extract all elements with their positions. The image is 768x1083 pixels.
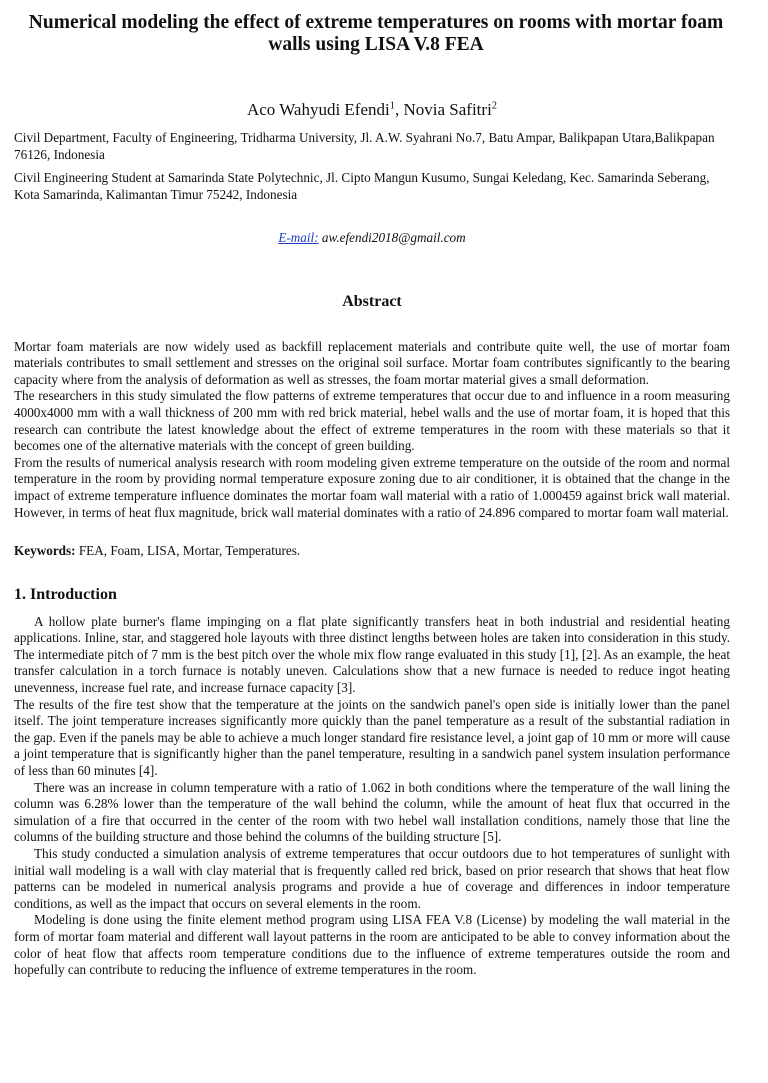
email-line bbox=[14, 230, 730, 247]
author-name: Aco Wahyudi Efendi bbox=[246, 100, 390, 119]
affiliation-marker: 2 bbox=[491, 100, 498, 112]
keywords-line bbox=[14, 543, 730, 560]
abstract-body bbox=[14, 339, 730, 522]
abstract-paragraph: The researchers in this study simulated the flow patterns of extreme temperatures that occur due to and influence in a room measuring 4000x4000 mm with a wall thickness of 200 mm with red brick material, hebel walls and the use of mortar foam, it is hoped that this research can contribute the latest knowledge about the effect of extreme temperatures in the room with these materials so that it becomes one of the alternative materials with the concept of green building. bbox=[14, 388, 730, 454]
author-name: Novia Safitri bbox=[403, 100, 492, 119]
email-address: aw.efendi2018@gmail.com bbox=[318, 230, 466, 246]
abstract-heading: Abstract bbox=[342, 292, 402, 310]
intro-paragraph: The results of the fire test show that the temperature at the joints on the sandwich panel's open side is initially lower than the panel itself. The joint temperature increases significantly more quickly than the panel temperature as a result of the substantial radiation in the gap. Even if the panels may be able to achieve a much longer standard fire resistance level, a joint gap of 10 mm or more will cause a joint temperature that is significantly higher than the panel temperature, resulting in a sandwich panel system insulation performance of less than 60 minutes [4]. bbox=[14, 696, 730, 779]
affiliation-2: Civil Engineering Student at Samarinda State Polytechnic, Jl. Cipto Mangun Kusumo, Sungai Keledang, Kec. Samarinda Seberang, Kota Samarinda, Kalimantan Timur 75242, Indonesia bbox=[14, 170, 710, 202]
affiliation-marker: 1 bbox=[389, 100, 395, 112]
intro-paragraph: There was an increase in column temperature with a ratio of 1.062 in both conditions where the temperature of the wall lining the column was 6.28% lower than the temperature of the wall behind the column, while the amount of heat flux that occurred in the simulation of a fire that occurred in the center of the room with two hebel wall installation conditions, namely those that line the columns of the building structure and those behind the columns of the building structure [5]. bbox=[14, 779, 730, 845]
abstract-paragraph: From the results of numerical analysis research with room modeling given extreme temperature on the outside of the room and normal temperature in the room by providing normal temperature exposure zoning due to air conditioner, it is obtained that the change in the impact of extreme temperature influence dominates the mortar foam wall material with a ratio of 1.000459 against brick wall material. However, in terms of heat flux magnitude, brick wall material dominates with a ratio of 24.896 compared to mortar foam wall material. bbox=[14, 454, 730, 520]
email-label-link[interactable]: E-mail: bbox=[278, 230, 319, 246]
intro-paragraph: Modeling is done using the finite element method program using LISA FEA V.8 (License) by modeling the wall material in the form of mortar foam material and different wall layout patterns in the room are anticipated to be able to convey information about the color of heat flow that affects room temperature conditions due to the influence of extreme temperatures outside the room and hopefully can contribute to reducing the influence of extreme temperatures in the room. bbox=[14, 912, 730, 978]
affiliation-1: Civil Department, Faculty of Engineering, Tridharma University, Jl. A.W. Syahrani No.7, Batu Ampar, Balikpapan Utara,Balikpapan 76126, Indonesia bbox=[14, 130, 715, 162]
author-line bbox=[14, 100, 730, 120]
paper-title: Numerical modeling the effect of extreme temperatures on rooms with mortar foam walls using LISA V.8 FEA bbox=[28, 12, 724, 55]
author-separator: , bbox=[395, 100, 404, 119]
keywords-text: FEA, Foam, LISA, Mortar, Temperatures. bbox=[75, 543, 301, 559]
section-heading-introduction: 1. Introduction bbox=[14, 585, 117, 603]
keywords-label: Keywords: bbox=[14, 543, 76, 559]
intro-paragraph: A hollow plate burner's flame impinging on a flat plate significantly transfers heat in both industrial and residential heating applications. Inline, star, and staggered hole layouts with three distinct lengths between holes are taken into consideration in this study. The intermediate pitch of 7 mm is the best pitch over the whole mix flow range evaluated in this study [1], [2]. As an example, the heat transfer calculation in a torch furnace is notably uneven. Calculations show that a new furnace is needed to reduce ingot heating unevenness, increase fuel rate, and increase furnace capacity [3]. bbox=[14, 613, 730, 696]
introduction-body bbox=[14, 614, 730, 979]
intro-paragraph: This study conducted a simulation analysis of extreme temperatures that occur outdoors due to hot temperatures of sunlight with initial wall modeling is a wall with clay material that is frequently called red brick, based on prior research that shows that heat flow patterns can be modeled in numerical analysis programs and provide a hue of coverage and differences in indoor temperature conditions, as well as the impact that occurs on several elements in the room. bbox=[14, 846, 730, 911]
abstract-paragraph: Mortar foam materials are now widely used as backfill replacement materials and contribute quite well, the use of mortar foam materials contributes to small settlement and stresses on the original soil surface. Mortar foam contributes significantly to the bearing capacity where from the analysis of deformation as well as stresses, the foam mortar material gives a small deformation. bbox=[14, 338, 730, 387]
